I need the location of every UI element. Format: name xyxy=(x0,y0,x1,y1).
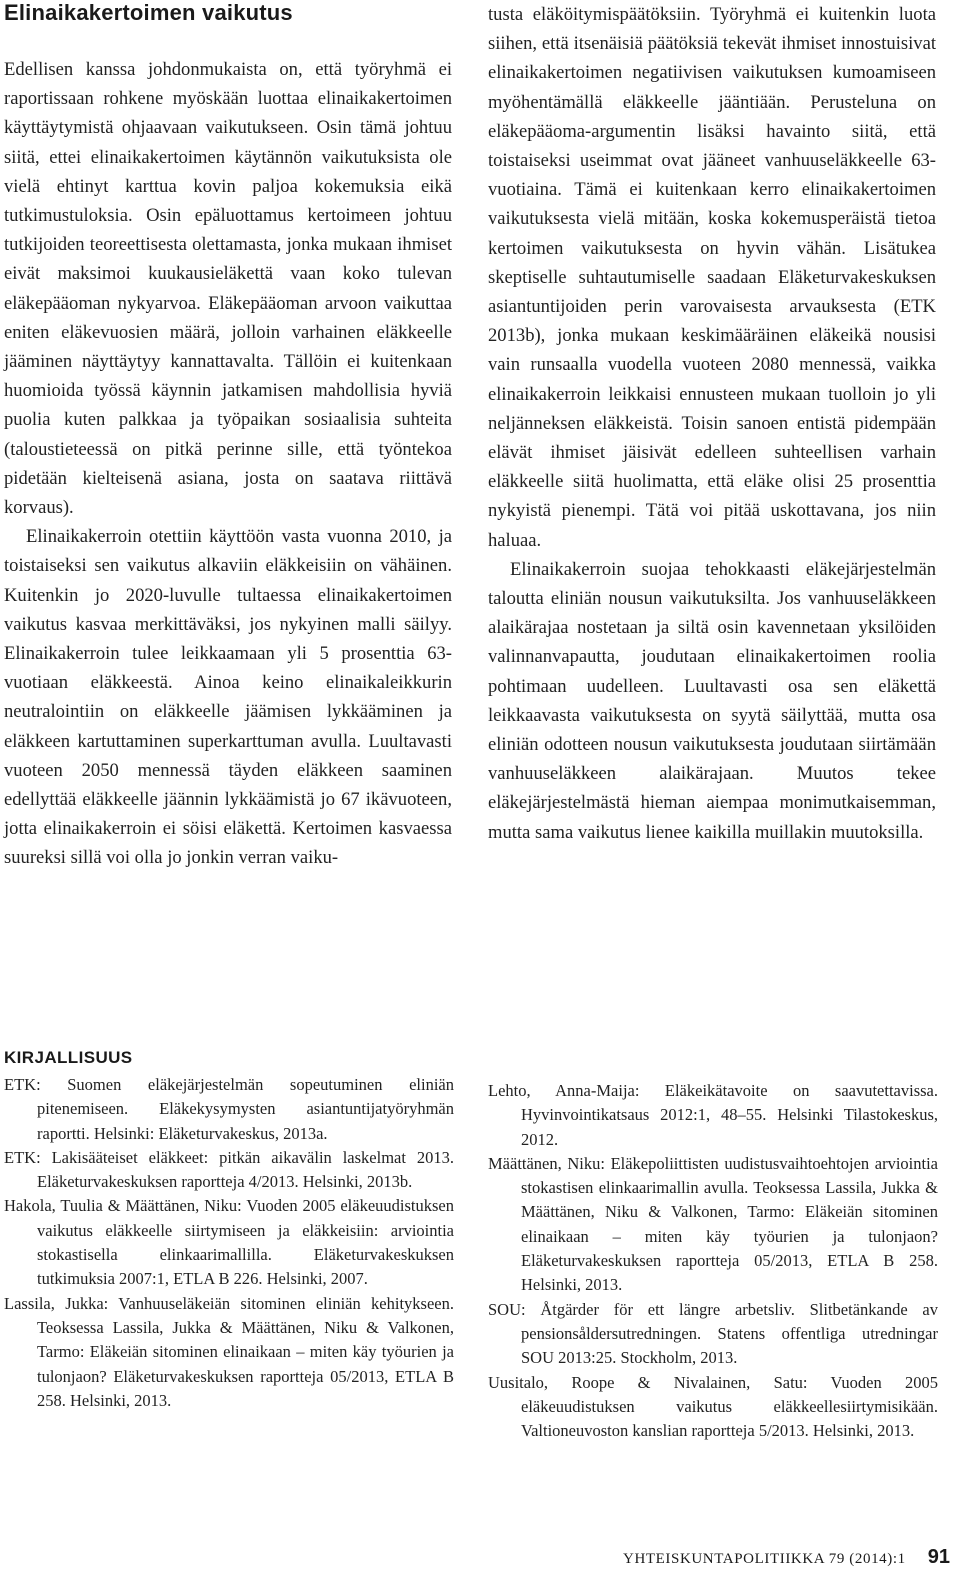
reference-entry: Lassila, Jukka: Vanhuuseläkeiän sitominen eliniän kehitykseen. Teoksessa Lassila, Jukka & Määttänen, Niku & Valkonen, Tarmo: Eläkeiän sitominen elinaikaan – miten käy työurien ja tulonjaon? Eläketurvakeskuksen raportteja 05/2013, ETLA B 258. Helsinki, 2013. xyxy=(4,1293,454,1410)
journal-citation: YHTEISKUNTAPOLITIIKKA 79 (2014):1 xyxy=(623,1551,906,1567)
reference-entry: Uusitalo, Roope & Nivalainen, Satu: Vuoden 2005 eläkeuudistuksen vaikutus eläkkeellesiirtymisikään. Valtioneuvoston kanslian raportteja 5/2013. Helsinki, 2013. xyxy=(488,1372,938,1441)
references-heading: KIRJALLISUUS xyxy=(4,1048,133,1067)
reference-entry: Lehto, Anna-Maija: Eläkeikätavoite on saavutettavissa. Hyvinvointikatsaus 2012:1, 48–55. Helsinki Tilastokeskus, 2012. xyxy=(488,1081,938,1149)
page-number: 91 xyxy=(927,1546,950,1568)
paragraph: tusta eläköitymispäätöksiin. Työryhmä ei kuitenkin luota siihen, että itsenäisiä päätöksiä tekevät ihmiset innostuisivat elinaikakertoimen negatiivisen vaikutuksen kumoamiseen myöhentämällä eläkkeelle jääntiään. Perusteluna on eläkepääoma-argumentin lisäksi havainto siitä, että toistaiseksi useimmat ovat jääneet vanhuuseläkkeelle 63-vuotiaina. Tämä ei kuitenkaan kerro elinaikakertoimen vaikutuksesta vielä mitään, koska kokemusperäistä tietoa kertoimen vaikutuksesta on hyvin vähän. Lisätukea skeptiselle suhtautumiselle saadaan Eläketurvakeskuksen asiantuntijoiden perin varovaisesta arvauksesta (ETK 2013b), jonka mukaan keskimääräinen eläkeikä nousisi vain runsaalla vuodella vuoteen 2080 mennessä, vaikka elinaikakerroin leikkaisi ennusteen mukaan tuolloin jo yli neljänneksen eläkkeistä. Toisin sanoen entistä pidempään elävät ihmiset jäisivät edelleen suhteellisen varhain eläkkeelle siitä huolimatta, että eläke olisi 25 prosenttia nykyistä pienempi. Tätä voi pitää uskottavana, jos niin haluaa. xyxy=(488,4,936,551)
article-column-right xyxy=(488,0,936,847)
page-footer xyxy=(623,1546,950,1569)
article-column-left xyxy=(4,55,452,873)
reference-entry: Hakola, Tuulia & Määttänen, Niku: Vuoden 2005 eläkeuudistuksen vaikutus eläkkeelle siirtymiseen ja eläkkeisiin: arviointia stokastisella elinkaarimallilla. Eläketurvakeskuksen tutkimuksia 2007:1, ETLA B 226. Helsinki, 2007. xyxy=(4,1196,454,1289)
reference-entry: SOU: Åtgärder för ett längre arbetsliv. Slitbetänkande av pensionsåldersutredningen. Statens offentliga utredningar SOU 2013:25. Stockholm, 2013. xyxy=(488,1299,938,1368)
section-title: Elinaikakertoimen vaikutus xyxy=(4,0,293,25)
reference-entry: ETK: Suomen eläkejärjestelmän sopeutuminen eliniän pitenemiseen. Eläkekysymysten asiantuntijatyöryhmän raportti. Helsinki: Eläketurvakeskus, 2013a. xyxy=(4,1075,454,1143)
paragraph: Edellisen kanssa johdonmukaista on, että työryhmä ei raportissaan rohkene myöskään luottaa elinaikakertoimen käyttäytymistä ohjaavaan vaikutukseen. Osin tämä johtuu siitä, ettei elinaikakertoimen käytännön vaikutuksista ole vielä ehtinyt karttua kovin paljoa kokemuksia eikä tutkimustuloksia. Osin epäluottamus kertoimeen johtuu tutkijoiden teoreettisesta olettamasta, jonka mukaan ihmiset eivät maksimoi kuukausieläkettä vaan koko tulevan eläkepääoman nykyarvoa. Eläkepääoman arvoon vaikuttaa eniten eläkevuosien määrä, jolloin varhainen eläkkeelle jääminen näyttäytyy kannattavalta. Tällöin ei kuitenkaan huomioida työssä käynnin jatkamisen mahdollisia hyviä puolia kuten palkkaa ja työpaikan sosiaalisia suhteita (taloustieteessä on pitkä perinne sille, että työntekoa pidetään kielteisenä asiana, josta on saatava riittävä korvaus). xyxy=(4,59,452,519)
paragraph: Elinaikakerroin suojaa tehokkaasti eläkejärjestelmän taloutta eliniän nousun vaikutuksilta. Jos vanhuuseläkkeen alaikärajaa nostetaan ja siltä osin kavennetaan yksilöiden valinnanvapautta, joudutaan elinaikakertoimen roolia pohtimaan uudelleen. Luultavasti osa sen eläkettä leikkaavasta vaikutuksesta on syytä säilyttää, mutta osa eliniän odotteen nousun vaikutuksesta joudutaan siirtämään vanhuuseläkkeen alaikärajaan. Muutos tekee eläkejärjestelmästä hieman aiempaa monimutkaisemman, mutta sama vaikutus lienee kaikilla muillakin muutoksilla. xyxy=(488,558,936,843)
reference-entry: Määttänen, Niku: Eläkepoliittisten uudistusvaihtoehtojen arviointia stokastisen elinkaarimallin avulla. Teoksessa Lassila, Jukka & Määttänen, Niku & Valkonen, Tarmo: Eläkeiän sitominen elinaikaan – miten käy työurien ja tulonjaon? Eläketurvakeskuksen raportteja 05/2013, ETLA B 258. Helsinki, 2013. xyxy=(488,1153,938,1295)
reference-entry: ETK: Lakisääteiset eläkkeet: pitkän aikavälin laskelmat 2013. Eläketurvakeskuksen raportteja 4/2013. Helsinki, 2013b. xyxy=(4,1147,454,1192)
paragraph: Elinaikakerroin otettiin käyttöön vasta vuonna 2010, ja toistaiseksi sen vaikutus alkaviin eläkkeisiin on vähäinen. Kuitenkin jo 2020-luvulle tultaessa elinaikakertoimen vaikutus kasvaa merkittäväksi, jos nykyinen malli säilyy. Elinaikakerroin tulee leikkaamaan yli 5 prosenttia 63-vuotiaan eläkkeestä. Ainoa keino elinaikaleikkurin neutralointiin on eläkkeelle jäämisen lykkääminen ja eläkkeen kartuttaminen superkarttuman avulla. Luultavasti vuoteen 2050 mennessä täyden eläkkeen saaminen edellyttää eläkkeelle jäännin lykkäämistä jo 67 ikävuoteen, jotta elinaikakerroin ei söisi eläkettä. Kertoimen kasvaessa suureksi sillä voi olla jo jonkin verran vaiku- xyxy=(4,526,452,869)
references-column-left xyxy=(4,1073,454,1413)
references-column-right xyxy=(488,1079,938,1443)
